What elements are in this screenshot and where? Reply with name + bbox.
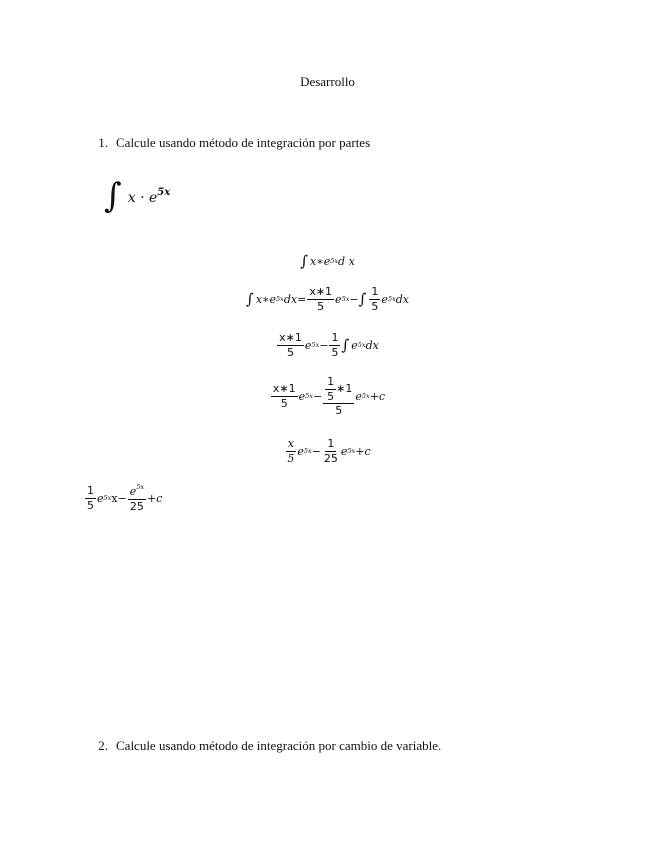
fraction: $\frac{1}{5}$ bbox=[87, 484, 94, 512]
fraction: $\frac{x∗1}{5}$ bbox=[279, 331, 302, 359]
question-number: 2. bbox=[98, 738, 108, 753]
equation-step-5: $\frac{x}{5}$ e 5x − $\frac{1}{25}$ e 5x +c bbox=[287, 437, 371, 465]
fraction: $\frac{1}{5}$ bbox=[331, 331, 339, 359]
equation-final: $\frac{1}{5}$ e 5x x− $\frac{e^{5x}}{25}$ +c bbox=[87, 483, 163, 513]
question-2 bbox=[96, 738, 441, 754]
page-title: Desarrollo bbox=[300, 74, 355, 89]
equation-step-4: $\frac{x∗1}{5}$ e 5x − $\frac{1}{5}$ ∗1 5 e 5x +c bbox=[272, 375, 386, 418]
fraction: $\frac{1}{5}$ bbox=[371, 285, 379, 313]
question-text: Calcule usando método de integración por partes bbox=[116, 135, 371, 150]
equation-step-3: $\frac{x∗1}{5}$ e 5x − $\frac{1}{5}$ ∫ e 5x dx bbox=[279, 331, 379, 359]
equation-step-1: ∫ x∗e 5x d x bbox=[300, 252, 355, 270]
integral-symbol: ∫ bbox=[104, 176, 122, 216]
question-number: 1. bbox=[98, 135, 108, 150]
fraction: $\frac{x}{5}$ bbox=[287, 437, 295, 465]
question-text: Calcule usando método de integración por cambio de variable. bbox=[116, 738, 442, 753]
fraction: $\frac{e^{5x}}{25}$ bbox=[129, 483, 145, 513]
fraction: $\frac{x∗1}{5}$ bbox=[309, 285, 333, 313]
fraction: $\frac{1}{25}$ bbox=[323, 437, 338, 465]
question-1 bbox=[96, 135, 370, 151]
equation-step-2: ∫ x∗e 5x dx= $\frac{x∗1}{5}$ e 5x − ∫ $\frac{1}{5}$ e 5x dx bbox=[246, 285, 409, 313]
problem-integral bbox=[104, 176, 170, 216]
fraction: $\frac{x∗1}{5}$ bbox=[272, 382, 296, 410]
nested-fraction: $\frac{1}{5}$ ∗1 5 bbox=[323, 376, 354, 417]
integrand: $x \cdot e^{5x}$ bbox=[127, 186, 171, 206]
